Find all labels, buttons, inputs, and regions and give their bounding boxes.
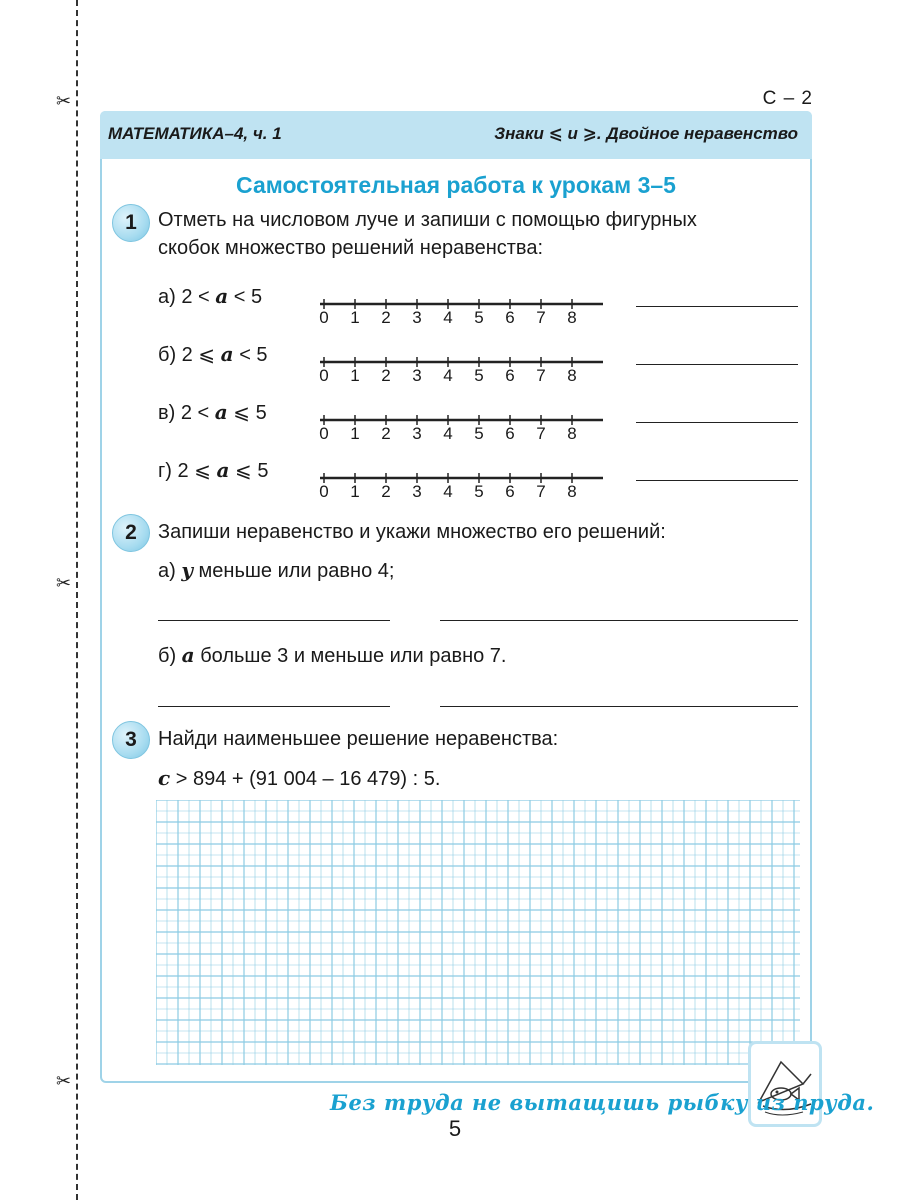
tick-label: 0: [319, 424, 329, 443]
tick-label: 5: [474, 308, 484, 327]
answer-line[interactable]: [636, 480, 798, 481]
tick-label: 4: [443, 308, 453, 327]
tick-label: 4: [443, 424, 453, 443]
item-label: б): [158, 645, 182, 667]
item-label: г) 2 ⩽: [158, 460, 217, 482]
tick-label: 8: [567, 424, 577, 443]
worksheet-code: С – 2: [762, 88, 813, 109]
tick-label: 5: [474, 424, 484, 443]
item-text: меньше или равно 4;: [192, 560, 395, 582]
variable: a: [220, 342, 234, 366]
tick-label: 3: [412, 308, 422, 327]
tick-label: 7: [536, 482, 546, 501]
answer-line[interactable]: [158, 706, 390, 707]
item-text: ⩽ 5: [227, 402, 267, 424]
task1-item: [158, 456, 268, 485]
task1-text-line2: скобок множество решений неравенства:: [158, 237, 543, 259]
item-label: в) 2 <: [158, 402, 215, 424]
tick-label: 5: [474, 482, 484, 501]
answer-line[interactable]: [636, 422, 798, 423]
task-number-badge: 3: [112, 721, 150, 759]
task-number-badge: 2: [112, 514, 150, 552]
tick-label: 0: [319, 308, 329, 327]
task-number-badge: 1: [112, 204, 150, 242]
answer-line[interactable]: [440, 620, 798, 621]
scissors-icon: ✂: [56, 1071, 72, 1091]
task2-item-b: [158, 641, 506, 670]
tick-label: 6: [505, 308, 515, 327]
item-label: а): [158, 560, 182, 582]
header-subject: МАТЕМАТИКА–4, ч. 1: [108, 124, 282, 143]
variable: a: [181, 643, 195, 667]
tick-label: 1: [350, 482, 360, 501]
task1-item: [158, 340, 268, 369]
number-line[interactable]: [316, 414, 606, 443]
tick-label: 8: [567, 482, 577, 501]
task1-item: [158, 282, 262, 311]
tick-label: 2: [381, 424, 391, 443]
number-line[interactable]: [316, 356, 606, 385]
task3-text: Найди наименьшее решение неравенства:: [158, 728, 559, 750]
tick-label: 0: [319, 366, 329, 385]
number-line[interactable]: [316, 298, 606, 327]
motto: Без труда не вытащишь рыбку из пруда.: [330, 1090, 875, 1115]
tick-label: 3: [412, 424, 422, 443]
variable: a: [214, 400, 228, 424]
squared-answer-grid[interactable]: [156, 800, 800, 1065]
tick-label: 7: [536, 424, 546, 443]
header-topic: Знаки ⩽ и ⩾. Двойное неравенство: [494, 124, 798, 143]
tick-label: 4: [443, 482, 453, 501]
number-line[interactable]: [316, 472, 606, 501]
tick-label: 2: [381, 366, 391, 385]
tick-label: 1: [350, 366, 360, 385]
cut-line: [76, 0, 78, 1200]
tick-label: 5: [474, 366, 484, 385]
task1-item: [158, 398, 267, 427]
tick-label: 6: [505, 482, 515, 501]
tick-label: 6: [505, 424, 515, 443]
item-text: < 5: [228, 286, 263, 308]
answer-line[interactable]: [636, 306, 798, 307]
page-number: 5: [448, 1116, 462, 1141]
scissors-icon: ✂: [56, 91, 72, 111]
item-text: < 5: [233, 344, 268, 366]
item-text: ⩽ 5: [229, 460, 269, 482]
variable: a: [215, 284, 229, 308]
tick-label: 6: [505, 366, 515, 385]
answer-line[interactable]: [636, 364, 798, 365]
tick-label: 0: [319, 482, 329, 501]
tick-label: 7: [536, 308, 546, 327]
tick-label: 4: [443, 366, 453, 385]
item-label: а) 2 <: [158, 286, 216, 308]
tick-label: 1: [350, 308, 360, 327]
worksheet-header: [100, 111, 812, 159]
scissors-icon: ✂: [56, 573, 72, 593]
answer-line[interactable]: [158, 620, 390, 621]
tick-label: 2: [381, 308, 391, 327]
worksheet-title: Самостоятельная работа к урокам 3–5: [236, 172, 676, 198]
expression-text: > 894 + (91 004 – 16 479) : 5.: [170, 768, 441, 790]
variable: a: [216, 458, 230, 482]
tick-label: 1: [350, 424, 360, 443]
task2-text: Запиши неравенство и укажи множество его решений:: [158, 521, 666, 543]
answer-line[interactable]: [440, 706, 798, 707]
tick-label: 2: [381, 482, 391, 501]
variable: c: [158, 766, 171, 790]
task2-item-a: [158, 556, 394, 585]
item-label: б) 2 ⩽: [158, 344, 221, 366]
task1-text-line1: Отметь на числовом луче и запиши с помощью фигурных: [158, 209, 697, 231]
tick-label: 7: [536, 366, 546, 385]
tick-label: 3: [412, 366, 422, 385]
variable: y: [181, 558, 193, 582]
tick-label: 8: [567, 366, 577, 385]
task3-expression: [158, 764, 440, 793]
item-text: больше 3 и меньше или равно 7.: [194, 645, 507, 667]
tick-label: 8: [567, 308, 577, 327]
tick-label: 3: [412, 482, 422, 501]
